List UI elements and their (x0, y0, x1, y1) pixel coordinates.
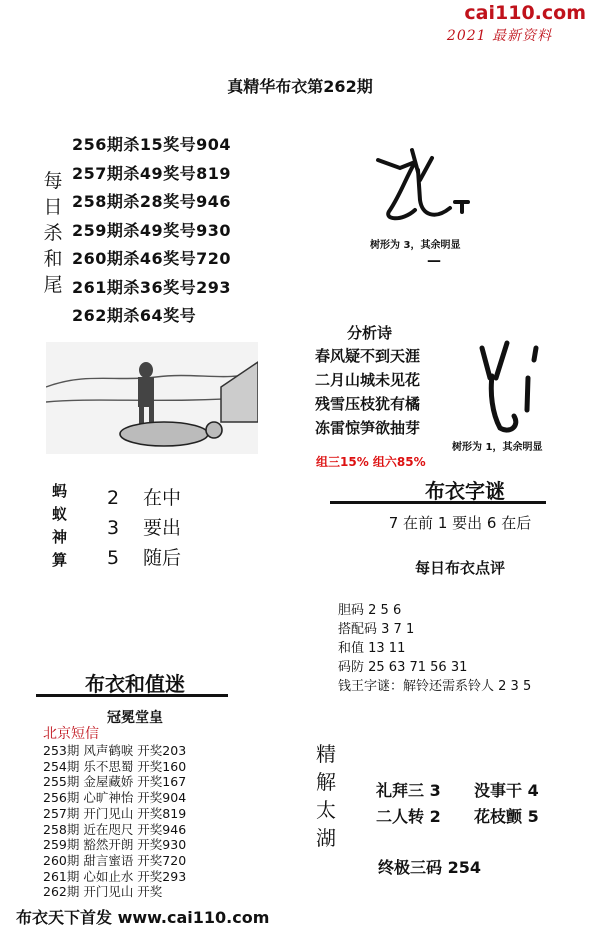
tree-caption-bottom: 树形为 1，其余明显 (452, 442, 543, 453)
ant-row (107, 543, 181, 573)
list-item: 和值 13 11 (338, 641, 406, 656)
label-char: 解 (316, 770, 336, 794)
footer-text: 布衣天下首发 www.cai110.com (16, 908, 270, 927)
tree-sketch-illustration (462, 338, 572, 438)
ant-num: 2 (107, 487, 120, 509)
review-title: 每日布衣点评 (414, 559, 505, 577)
list-item: 262期杀64奖号 (72, 306, 197, 325)
ant-text: 要出 (143, 517, 182, 539)
list-item: 260期 甜言蜜语 开奖720 (43, 852, 187, 868)
ant-row (107, 483, 181, 513)
list-item: 码防 25 63 71 56 31 (338, 660, 468, 675)
champion-text: 冠冕堂皇 (107, 710, 163, 726)
poem-line: 残雪压枝犹有橘 (315, 395, 421, 413)
ant-text: 在中 (143, 487, 182, 509)
jingjie-pair (376, 778, 539, 801)
label-char: 尾 (43, 274, 63, 296)
ant-row (107, 513, 181, 543)
daily-kill-list (72, 131, 231, 331)
label-char: 每 (43, 170, 63, 192)
sum-riddle-heading: 布衣和值迷 (85, 672, 185, 696)
list-item: 255期 金屋藏娇 开奖167 (43, 774, 187, 790)
tree-sketch-illustration (360, 140, 490, 235)
list-item: 262期 开门见山 开奖 (43, 884, 163, 900)
list-item: 257期 开门见山 开奖819 (43, 805, 187, 821)
jingjie-label (314, 740, 338, 852)
brand-site: cai110.com (464, 2, 586, 24)
list-item: 260期杀46奖号720 (72, 249, 232, 268)
label-char: 太 (316, 798, 336, 822)
beijing-sms-title: 北京短信 (43, 726, 99, 742)
list-item: 253期 风声鹤唳 开奖203 (43, 743, 187, 758)
pair-left: 礼拜三 3 (376, 781, 441, 800)
list-item: 257期杀49奖号819 (72, 163, 232, 183)
list-item: 胆码 2 5 6 (338, 603, 402, 618)
list-item: 261期杀36奖号293 (72, 277, 232, 297)
farmer-ox-illustration (46, 342, 258, 454)
label-char: 算 (52, 551, 68, 569)
label-char: 神 (52, 528, 68, 546)
list-item: 258期 近在咫尺 开奖946 (43, 821, 187, 837)
page-title: 真精华布衣第262期 (227, 77, 373, 96)
label-char: 蚂 (52, 482, 68, 500)
pair-right: 花枝颤 5 (474, 807, 539, 826)
group-ratio: 组三15% 组六85% (316, 455, 426, 469)
pair-left: 二人转 2 (376, 807, 441, 826)
list-item: 258期杀28奖号946 (72, 192, 232, 211)
riddle-line: 7 在前 1 要出 6 在后 (388, 514, 532, 532)
poem-title: 分析诗 (347, 324, 393, 342)
list-item: 256期杀15奖号904 (72, 135, 232, 154)
label-char: 蚁 (52, 505, 68, 523)
list-item: 259期杀49奖号930 (72, 220, 232, 240)
label-char: 湖 (316, 826, 336, 850)
poem-line: 冻雷惊笋欲抽芽 (315, 419, 421, 437)
poem-line: 二月山城未见花 (315, 371, 421, 389)
brand-subtitle: 2021 最新资料 (446, 28, 552, 44)
tree-caption-top: 树形为 3，其余明显 (370, 240, 461, 251)
list-item: 261期 心如止水 开奖293 (43, 868, 187, 884)
ant-num: 3 (107, 517, 120, 539)
review-list (338, 601, 531, 696)
poem (315, 344, 420, 440)
label-char: 杀 (43, 222, 63, 244)
poem-line: 春风疑不到天涯 (315, 347, 421, 365)
label-char: 精 (316, 742, 336, 766)
tree-caption-dash: — (427, 253, 441, 269)
ant-label (52, 480, 72, 572)
list-item: 搭配码 3 7 1 (338, 622, 415, 637)
divider (330, 501, 546, 504)
jingjie-pair (376, 804, 539, 827)
list-item: 259期 豁然开朗 开奖930 (43, 837, 187, 853)
list-item: 254期 乐不思蜀 开奖160 (43, 758, 187, 774)
label-char: 日 (43, 196, 63, 218)
sms-list (43, 743, 186, 900)
list-item: 钱王字谜：解铃还需系铃人 2 3 5 (338, 679, 532, 694)
list-item: 256期 心旷神怡 开奖904 (43, 790, 187, 806)
label-char: 和 (43, 248, 63, 270)
ant-rows (107, 483, 181, 573)
pair-right: 没事干 4 (474, 781, 539, 800)
divider (36, 694, 228, 697)
final-three-codes: 终极三码 254 (378, 858, 481, 877)
daily-kill-label (40, 168, 66, 298)
ant-num: 5 (107, 547, 120, 569)
riddle-heading: 布衣字谜 (425, 479, 505, 503)
ant-text: 随后 (143, 547, 182, 569)
